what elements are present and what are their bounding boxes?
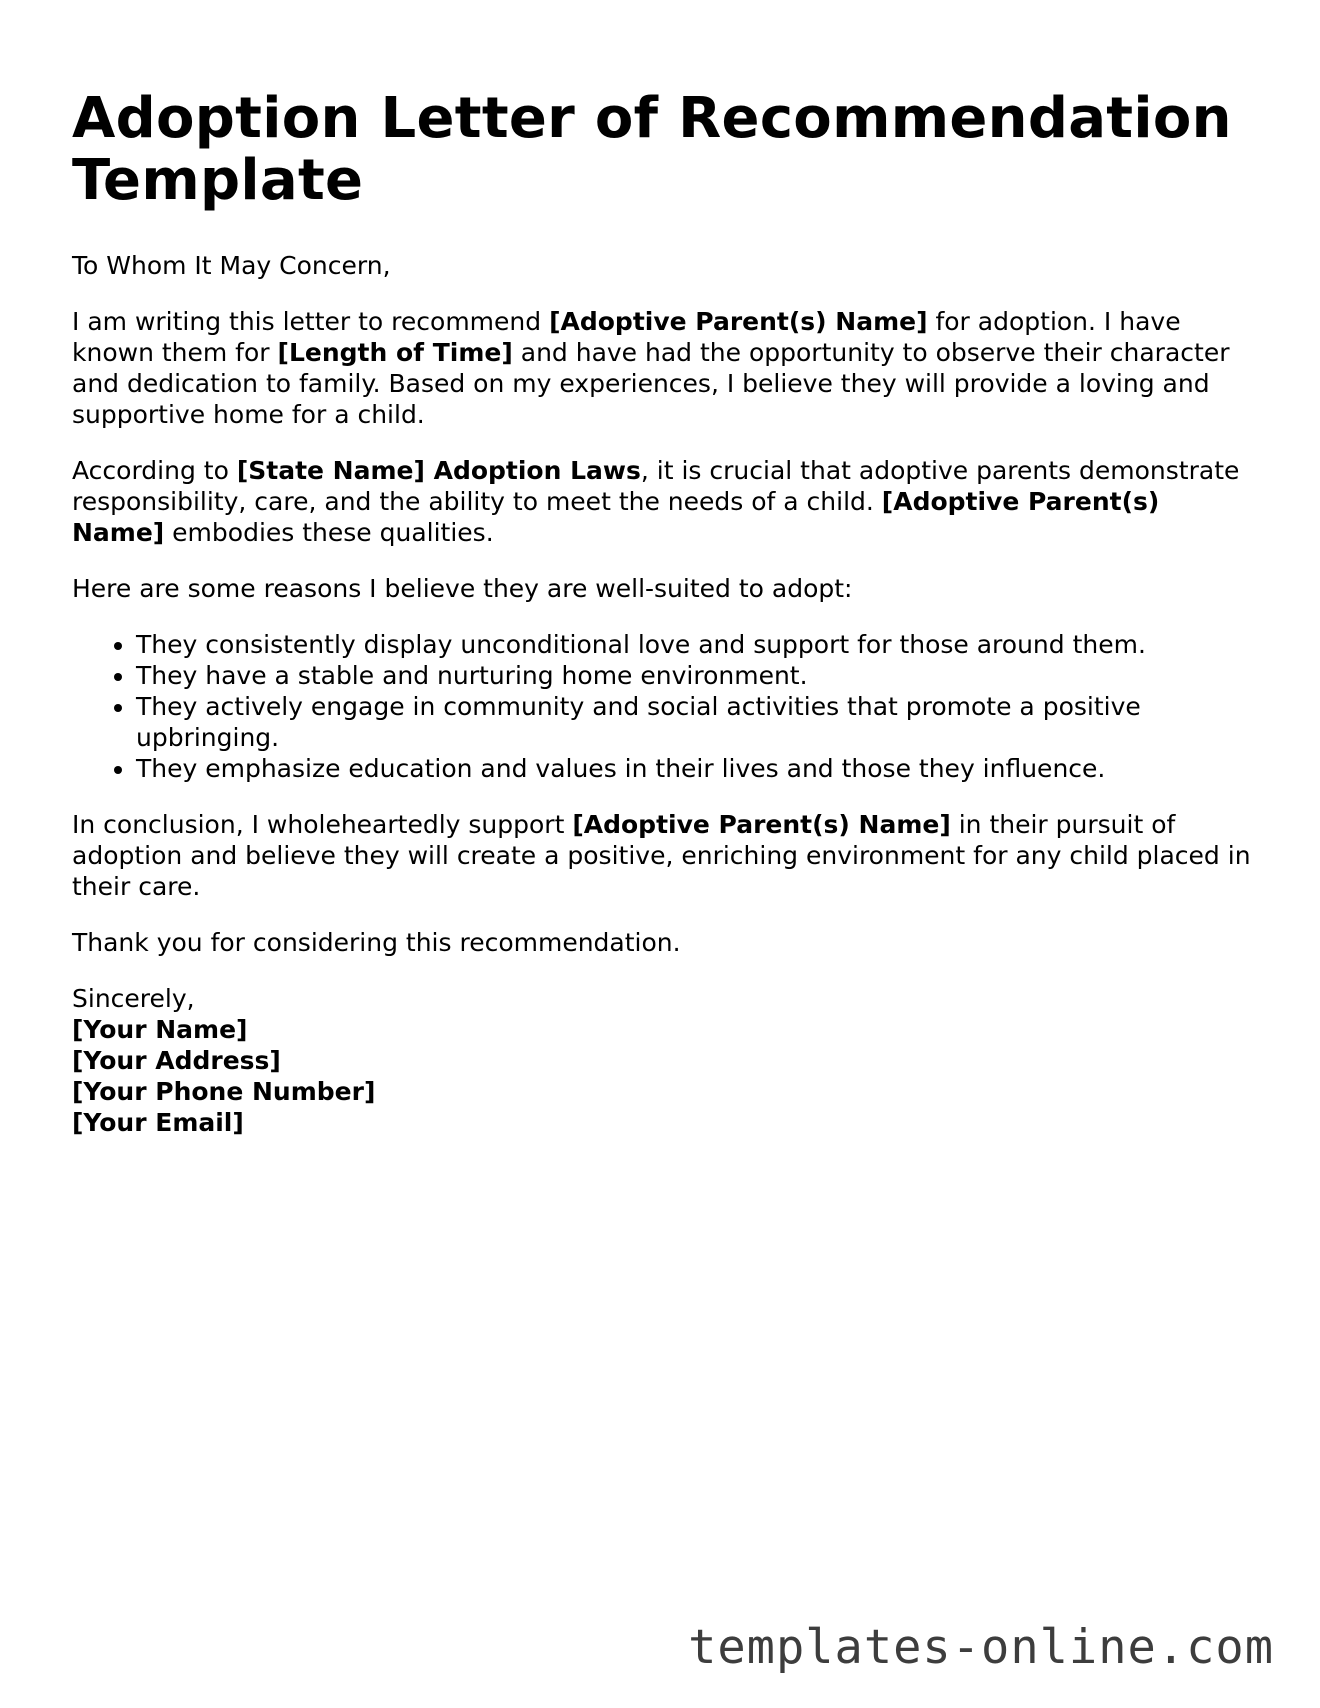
watermark: templates-online.com	[688, 1620, 1274, 1675]
intro-paragraph	[72, 306, 1252, 430]
reasons-list	[72, 629, 1252, 784]
intro-text-3: and have had the opportunity to observe their character and dedication to family. Based on my experiences, I believe they will provide a loving and supportive home for a child.	[72, 338, 1230, 429]
conclusion-text-1: In conclusion, I wholeheartedly support	[72, 810, 573, 839]
intro-text-1: I am writing this letter to recommend	[72, 307, 550, 336]
adoptive-parent-placeholder: [Adoptive Parent(s) Name]	[72, 487, 1160, 547]
list-item: • They emphasize education and values in their lives and those they influence.	[136, 753, 1252, 784]
your-address-placeholder: [Your Address]	[72, 1046, 281, 1075]
adoptive-parent-placeholder: [Adoptive Parent(s) Name]	[572, 810, 951, 839]
letter-page	[72, 88, 1252, 1138]
laws-text-1: According to	[72, 456, 237, 485]
list-item: • They actively engage in community and social activities that promote a positive upbringing.	[136, 691, 1252, 753]
laws-text-2: , it is crucial that adoptive parents demonstrate responsibility, care, and the ability to meet the needs of a child.	[72, 456, 1240, 516]
list-item: • They have a stable and nurturing home environment.	[136, 660, 1252, 691]
intro-text-2: for adoption. I have known them for	[72, 307, 1181, 367]
thanks-line: Thank you for considering this recommendation.	[72, 928, 681, 957]
conclusion-paragraph	[72, 809, 1252, 902]
list-item: • They consistently display unconditional love and support for those around them.	[136, 629, 1252, 660]
your-phone-placeholder: [Your Phone Number]	[72, 1077, 376, 1106]
state-laws-placeholder: [State Name] Adoption Laws	[236, 456, 641, 485]
page-title: Adoption Letter of Recommendation Template	[72, 86, 1232, 213]
your-name-placeholder: [Your Name]	[72, 1015, 248, 1044]
laws-paragraph	[72, 455, 1252, 548]
list-intro: Here are some reasons I believe they are well-suited to adopt:	[72, 574, 853, 603]
laws-text-3: embodies these qualities.	[164, 518, 494, 547]
closing: Sincerely,	[72, 984, 195, 1013]
length-of-time-placeholder: [Length of Time]	[277, 338, 513, 367]
salutation: To Whom It May Concern,	[72, 251, 391, 280]
conclusion-text-2: in their pursuit of adoption and believe they will create a positive, enriching environment for any child placed in their care.	[72, 810, 1251, 901]
your-email-placeholder: [Your Email]	[72, 1108, 244, 1137]
signature-block	[72, 983, 1252, 1138]
adoptive-parent-placeholder: [Adoptive Parent(s) Name]	[549, 307, 928, 336]
